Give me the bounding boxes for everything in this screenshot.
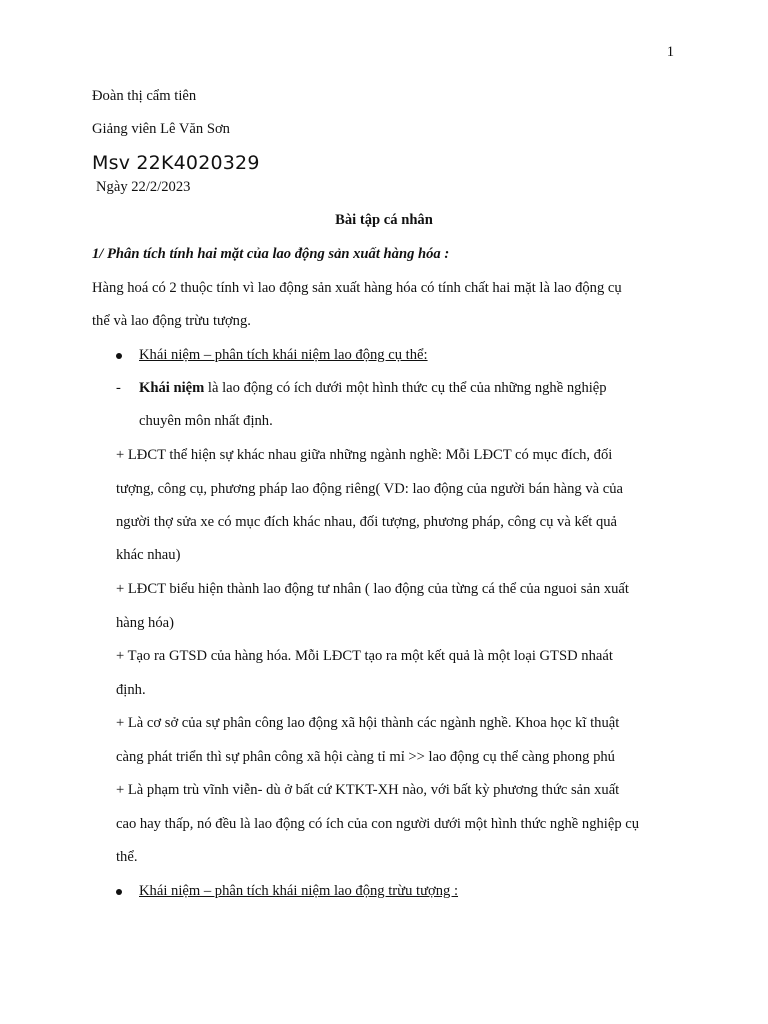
date-line: Ngày 22/2/2023 [96,179,191,195]
section-heading: 1/ Phân tích tính hai mặt của lao động sản xuất hàng hóa : [92,246,450,262]
dash-item-term: Khái niệm [139,380,205,396]
paragraph-line: khác nhau) [116,547,181,563]
student-id: Msv 22K4020329 [92,152,260,174]
paragraph-line: định. [116,682,146,698]
bullet-heading: Khái niệm – phân tích khái niệm lao động cụ thể: [139,347,428,363]
lecturer-name: Giảng viên Lê Văn Sơn [92,121,230,137]
page-number: 1 [666,44,674,60]
paragraph-line: càng phát triển thì sự phân công xã hội càng tỉ mỉ >> lao động cụ thể càng phong phú [116,749,615,765]
paragraph-line: thể và lao động trừu tượng. [92,313,251,329]
dash-item-line [139,380,607,397]
paragraph-line: người thợ sửa xe có mục đích khác nhau, đối tượng, phương pháp, công cụ và kết quả [116,514,618,530]
paragraph-line: + Là phạm trù vĩnh viễn- dù ở bất cứ KTKT-XH nào, với bất kỳ phương thức sản xuất [116,782,620,798]
paragraph-line: hàng hóa) [116,615,174,631]
dash-item-text: là lao động có ích dưới một hình thức cụ thể của những nghề nghiệp [204,380,607,396]
paragraph-line: + LĐCT biểu hiện thành lao động tư nhân ( lao động của từng cá thể của nguoi sản xuất [116,581,629,597]
paragraph-line: + Là cơ sở của sự phân công lao động xã hội thành các ngành nghề. Khoa học kĩ thuật [116,715,620,731]
document-title: Bài tập cá nhân [335,212,433,228]
paragraph-line: + LĐCT thể hiện sự khác nhau giữa những ngành nghề: Mỗi LĐCT có mục đích, đối [116,447,613,463]
bullet-icon [116,353,122,359]
bullet-heading: Khái niệm – phân tích khái niệm lao động trừu tượng : [139,883,459,899]
paragraph-line: Hàng hoá có 2 thuộc tính vì lao động sản xuất hàng hóa có tính chất hai mặt là lao động cụ [92,280,622,296]
student-name: Đoàn thị cẩm tiên [92,88,197,104]
paragraph-line: cao hay thấp, nó đều là lao động có ích của con người dưới một hình thức nghề nghiệp cụ [116,816,640,832]
dash-marker: - [116,380,121,396]
dash-item-continuation: chuyên môn nhất định. [139,413,273,429]
bullet-icon [116,889,122,895]
paragraph-line: tượng, công cụ, phương pháp lao động riêng( VD: lao động của người bán hàng và của [116,481,624,497]
paragraph-line: thể. [116,849,138,865]
paragraph-line: + Tạo ra GTSD của hàng hóa. Mỗi LĐCT tạo ra một kết quả là một loại GTSD nhaát [116,648,613,664]
